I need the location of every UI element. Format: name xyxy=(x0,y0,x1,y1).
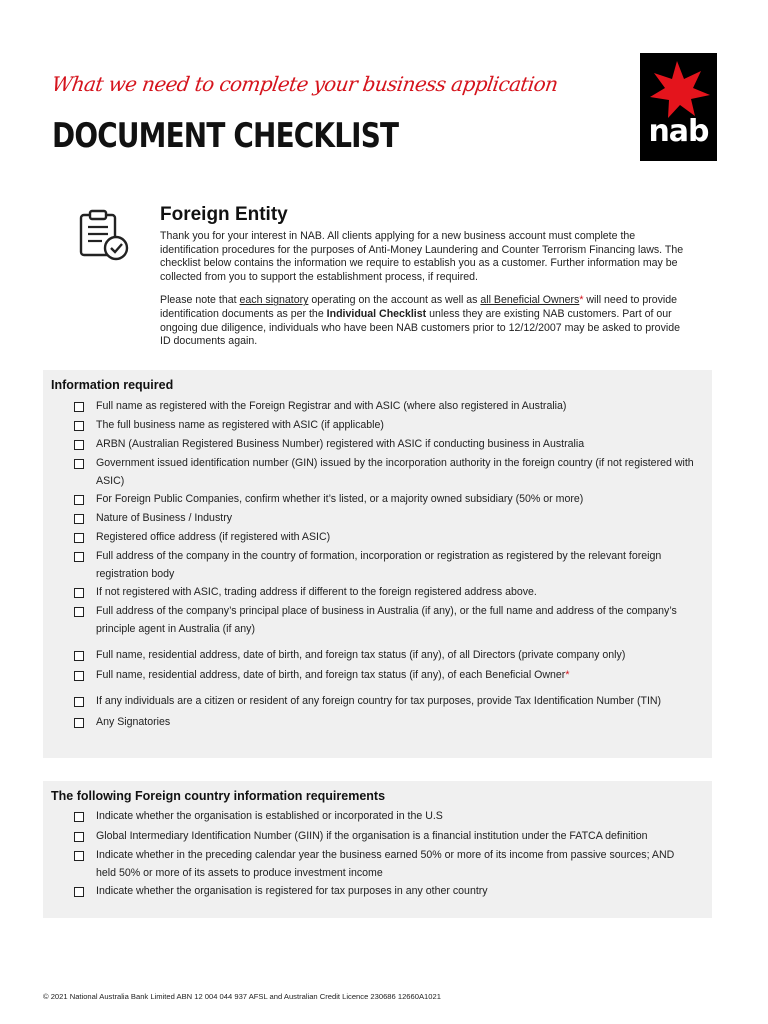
checklist-item-label: For Foreign Public Companies, confirm whether it’s listed, or a majority owned subsidiary (50% or more) xyxy=(96,493,584,505)
document-title: DOCUMENT CHECKLIST xyxy=(52,116,399,156)
checklist-item-label: Global Intermediary Identification Number (GIIN) if the organisation is a financial institution under the FATCA definition xyxy=(96,830,648,842)
checklist-item-label: Any Signatories xyxy=(96,716,171,728)
checklist-item-label: Indicate whether the organisation is established or incorporated in the U.S xyxy=(96,810,443,822)
intro-paragraph: Thank you for your interest in NAB. All clients applying for a new business account must complete the identification procedures for the purposes of Anti-Money Laundering and Counter Terrorism Financing laws. The checklist below contains the information we require to establish you as a customer. Further information may be collected from you to support the establishment process, if required. xyxy=(160,230,684,283)
intro-note-text: operating on the account as well as xyxy=(308,294,481,307)
checklist-item[interactable] xyxy=(74,529,694,547)
checklist-item-label: Indicate whether in the preceding calendar year the business earned 50% or more of its income from passive sources; AND held 50% or more of its assets to produce investment income xyxy=(96,849,675,879)
clipboard-check-icon xyxy=(76,208,132,264)
section-title: The following Foreign country information requirements xyxy=(51,789,386,803)
checklist-item-label: ARBN (Australian Registered Business Number) registered with ASIC if conducting business in Australia xyxy=(96,438,585,450)
checkbox[interactable] xyxy=(74,671,84,681)
asterisk: * xyxy=(579,294,584,307)
checklist-item[interactable] xyxy=(74,436,694,454)
intro-note-paragraph xyxy=(160,294,690,348)
checklist-item-label: Government issued identification number (GIN) issued by the incorporation authority in the foreign country (if not registered with ASIC) xyxy=(96,457,694,487)
section-title: Information required xyxy=(51,378,174,392)
checkbox[interactable] xyxy=(74,402,84,412)
intro-note-text: will need to provide identification documents as per the xyxy=(160,294,678,320)
each-signatory-text: each signatory xyxy=(239,294,309,307)
checkbox[interactable] xyxy=(74,588,84,598)
checklist-item-label: Full address of the company in the country of formation, incorporation or registration as registered by the relevant foreign registration body xyxy=(96,550,662,580)
star-icon xyxy=(640,53,717,123)
checklist-item[interactable] xyxy=(74,883,694,901)
logo-wordmark: nab xyxy=(648,114,709,149)
nab-logo xyxy=(640,53,717,161)
intro-note-text: unless they are existing NAB customers. Part of our ongoing due diligence, individuals who have been NAB customers prior to 12/12/2007 may be asked to provide ID documents again. xyxy=(160,307,681,348)
checklist-item[interactable] xyxy=(74,847,694,882)
checklist-item[interactable] xyxy=(74,455,694,490)
individual-checklist-text: Individual Checklist xyxy=(326,307,427,320)
tagline: What we need to complete your business application xyxy=(50,72,560,96)
checkbox[interactable] xyxy=(74,440,84,450)
checklist-item-label: Registered office address (if registered with ASIC) xyxy=(96,531,331,543)
checklist-item-label: Indicate whether the organisation is registered for tax purposes in any other country xyxy=(96,885,488,897)
checklist-item[interactable] xyxy=(74,603,694,638)
entity-title: Foreign Entity xyxy=(160,204,288,225)
checklist-item[interactable] xyxy=(74,647,694,665)
checkbox[interactable] xyxy=(74,812,84,822)
checkbox[interactable] xyxy=(74,887,84,897)
checklist-item-label xyxy=(74,667,694,685)
checklist-item[interactable] xyxy=(74,548,694,583)
checklist-item[interactable] xyxy=(74,417,694,435)
intro-text xyxy=(160,230,690,359)
checkbox[interactable] xyxy=(74,607,84,617)
checklist-item[interactable] xyxy=(74,510,694,528)
checklist-item-label: Full name, residential address, date of birth, and foreign tax status (if any), of all Directors (private company only) xyxy=(96,649,626,661)
checklist-item-label: The full business name as registered with ASIC (if applicable) xyxy=(96,419,384,431)
footer-text: © 2021 National Australia Bank Limited ABN 12 004 044 937 AFSL and Australian Credit Licence 230686 12660A1021 xyxy=(43,992,441,1001)
foreign-country-requirements-panel xyxy=(43,781,712,918)
checklist-item-label: If not registered with ASIC, trading address if different to the foreign registered address above. xyxy=(96,586,537,598)
information-required-panel xyxy=(43,370,712,758)
checklist-item-label: Nature of Business / Industry xyxy=(96,512,233,524)
checklist-item[interactable] xyxy=(74,491,694,509)
checklist-item[interactable] xyxy=(74,667,694,685)
checkbox[interactable] xyxy=(74,832,84,842)
checklist-item-label: If any individuals are a citizen or resident of any foreign country for tax purposes, provide Tax Identification Number (TIN) xyxy=(96,695,662,707)
checkbox[interactable] xyxy=(74,697,84,707)
checkbox[interactable] xyxy=(74,851,84,861)
checklist-item-label: Full address of the company’s principal place of business in Australia (if any), or the full name and address of the company’s principle agent in Australia (if any) xyxy=(96,605,677,635)
checkbox[interactable] xyxy=(74,651,84,661)
checkbox[interactable] xyxy=(74,514,84,524)
checkbox[interactable] xyxy=(74,533,84,543)
checkbox[interactable] xyxy=(74,421,84,431)
beneficial-owners-text: all Beneficial Owners xyxy=(480,294,580,307)
asterisk: * xyxy=(565,669,570,681)
checklist-item[interactable] xyxy=(74,693,694,711)
checkbox[interactable] xyxy=(74,495,84,505)
checkbox[interactable] xyxy=(74,552,84,562)
checklist-item[interactable] xyxy=(74,584,694,602)
checklist-item[interactable] xyxy=(74,828,694,846)
checkbox[interactable] xyxy=(74,718,84,728)
checkbox[interactable] xyxy=(74,459,84,469)
checklist-item[interactable] xyxy=(74,714,694,732)
checklist-item-text: Full name, residential address, date of birth, and foreign tax status (if any), of each Beneficial Owner xyxy=(96,669,566,681)
checklist-item-label: Full name as registered with the Foreign Registrar and with ASIC (where also registered in Australia) xyxy=(96,400,567,412)
intro-note-text: Please note that xyxy=(160,294,240,307)
checklist-item[interactable] xyxy=(74,808,694,826)
checklist-item[interactable] xyxy=(74,398,694,416)
